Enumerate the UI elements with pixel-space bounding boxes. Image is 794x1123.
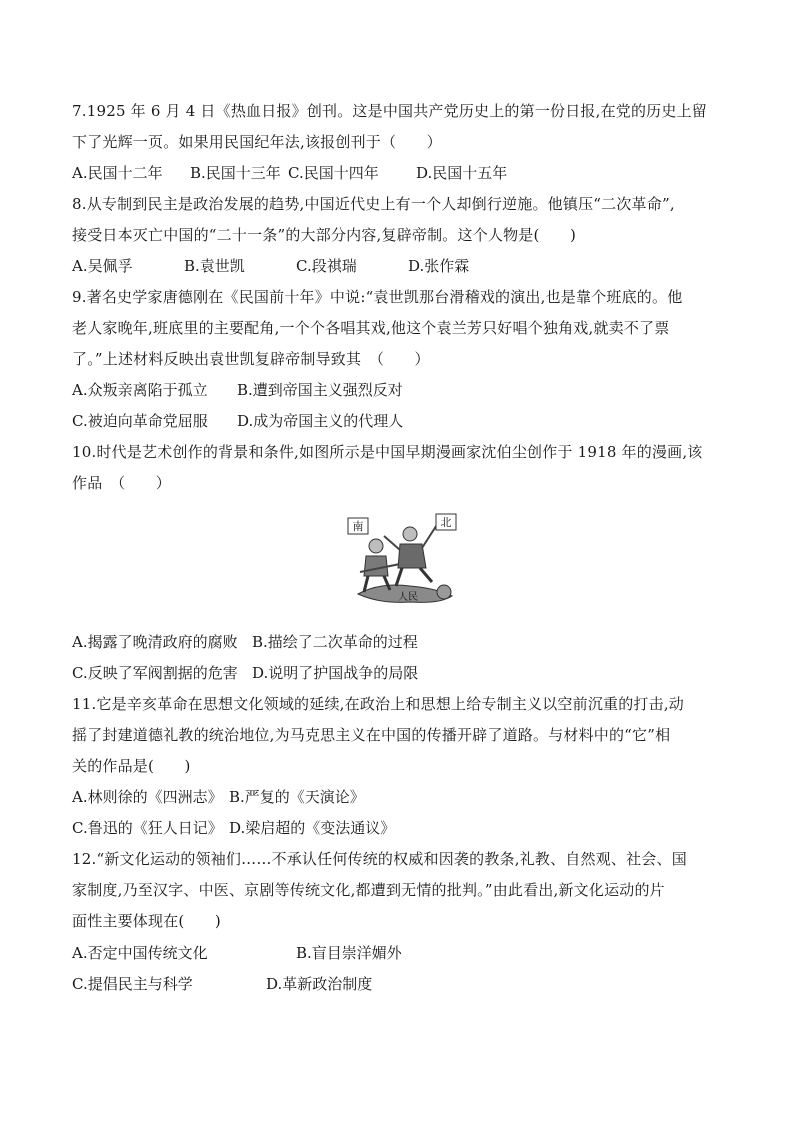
q8-option-b[interactable]: B.袁世凯 <box>184 257 245 275</box>
q11-stem-line1: 11.它是辛亥革命在思想文化领域的延续,在政治上和思想上给专制主义以空前沉重的打击,动 <box>72 695 684 713</box>
q8-option-d[interactable]: D.张作霖 <box>408 257 470 275</box>
q10-option-d[interactable]: D.说明了护国战争的局限 <box>252 664 419 682</box>
q9-option-b[interactable]: B.遭到帝国主义强烈反对 <box>237 381 403 399</box>
q12-option-a[interactable]: A.否定中国传统文化 <box>72 944 208 962</box>
q9-stem-line2: 老人家晚年,班底里的主要配角,一个个各唱其戏,他这个袁兰芳只好唱个独角戏,就卖不了票 <box>72 319 670 337</box>
q10-stem-line1: 10.时代是艺术创作的背景和条件,如图所示是中国早期漫画家沈伯尘创作于 1918 年的漫画,该 <box>72 443 703 461</box>
q12-option-b[interactable]: B.盲目崇洋媚外 <box>296 944 402 962</box>
q7-option-b[interactable]: B.民国十三年 <box>190 164 281 182</box>
q11-stem-line3: 关的作品是( ) <box>72 757 191 775</box>
q12-stem-line3: 面性主要体现在( ) <box>72 912 221 930</box>
q9-option-c[interactable]: C.被迫向革命党屈服 <box>72 412 208 430</box>
q8-stem-line2: 接受日本灭亡中国的“二十一条”的大部分内容,复辟帝制。这个人物是( ) <box>72 226 577 244</box>
q8-stem-line1: 8.从专制到民主是政治发展的趋势,中国近代史上有一个人却倒行逆施。他镇压“二次革命”, <box>72 195 675 213</box>
q8-option-a[interactable]: A.吴佩孚 <box>72 257 133 275</box>
label-north: 北 <box>440 516 452 529</box>
q11-option-a[interactable]: A.林则徐的《四洲志》 <box>72 788 223 806</box>
q8-option-c[interactable]: C.段祺瑞 <box>296 257 357 275</box>
label-people: 人民 <box>398 592 418 603</box>
q7-stem-line1: 7.1925 年 6 月 4 日《热血日报》创刊。这是中国共产党历史上的第一份日报,在党的历史上留 <box>72 102 707 120</box>
q7-stem-line2: 下了光辉一页。如果用民国纪年法,该报创刊于（ ） <box>72 133 442 151</box>
cartoon-figure <box>340 512 462 612</box>
q12-option-c[interactable]: C.提倡民主与科学 <box>72 975 193 993</box>
q12-stem-line2: 家制度,乃至汉字、中医、京剧等传统文化,都遭到无情的批判。”由此看出,新文化运动的片 <box>72 881 665 899</box>
label-south: 南 <box>352 520 364 533</box>
q10-stem-line2: 作品 （ ） <box>72 474 171 492</box>
q10-option-c[interactable]: C.反映了军阀割据的危害 <box>72 664 238 682</box>
q10-option-a[interactable]: A.揭露了晚清政府的腐败 <box>72 633 238 651</box>
q7-option-a[interactable]: A.民国十二年 <box>72 164 163 182</box>
q9-stem-line3: 了。”上述材料反映出袁世凯复辟帝制导致其 （ ） <box>72 350 430 368</box>
q10-option-b[interactable]: B.描绘了二次革命的过程 <box>252 633 418 651</box>
q12-stem-line1: 12.“新文化运动的领袖们……不承认任何传统的权威和因袭的教条,礼教、自然观、社会、国 <box>72 850 687 868</box>
cartoon-drawing <box>340 512 462 612</box>
q12-option-d[interactable]: D.革新政治制度 <box>266 975 373 993</box>
q11-option-c[interactable]: C.鲁迅的《狂人日记》 <box>72 819 223 837</box>
q7-option-c[interactable]: C.民国十四年 <box>288 164 379 182</box>
q7-option-d[interactable]: D.民国十五年 <box>416 164 508 182</box>
q11-option-b[interactable]: B.严复的《天演论》 <box>229 788 365 806</box>
q11-stem-line2: 摇了封建道德礼教的统治地位,为马克思主义在中国的传播开辟了道路。与材料中的“它”相 <box>72 726 671 744</box>
q11-option-d[interactable]: D.梁启超的《变法通议》 <box>229 819 396 837</box>
q9-option-d[interactable]: D.成为帝国主义的代理人 <box>237 412 404 430</box>
q9-stem-line1: 9.著名史学家唐德刚在《民国前十年》中说:“袁世凯那台滑稽戏的演出,也是靠个班底的。他 <box>72 288 683 306</box>
q9-option-a[interactable]: A.众叛亲离陷于孤立 <box>72 381 208 399</box>
